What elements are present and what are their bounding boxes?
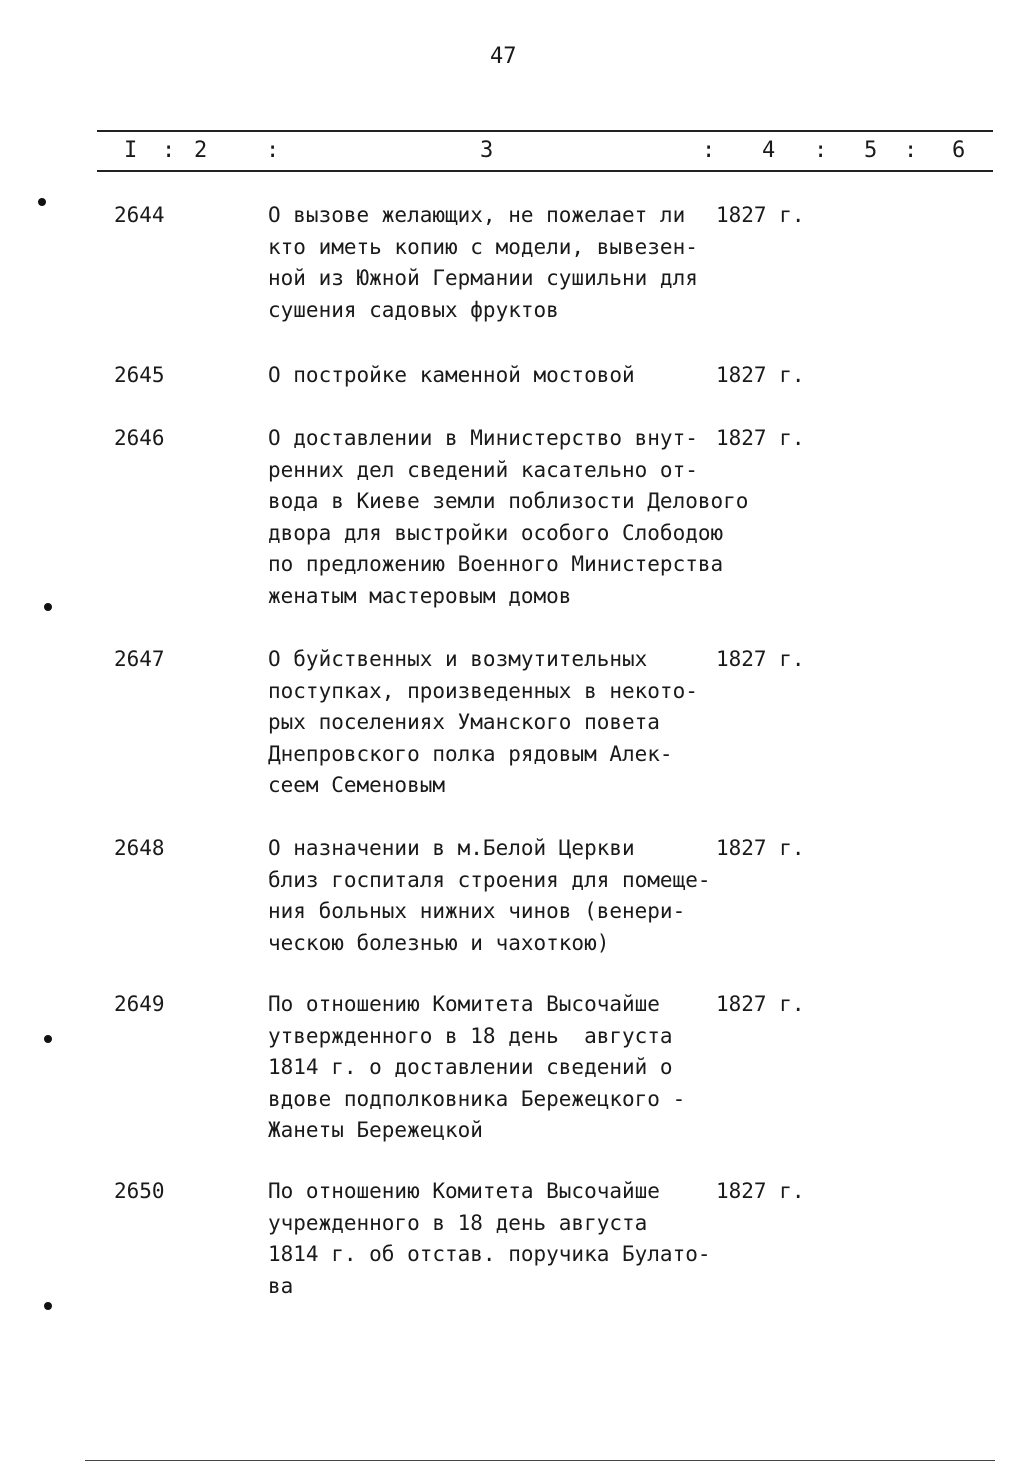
punch-hole-icon [38, 198, 46, 206]
entry-description: О доставлении в Министерство внут- ренних дел сведений касательно от- вода в Киеве земли поблизости Делового двора для выстройки особого Слободою по предложению Военного Министерства женатым мастеровым домов [268, 426, 749, 608]
header-col-3: 3 [480, 138, 494, 163]
entry-number: 2645 [114, 363, 165, 387]
page-number: 47 [490, 44, 517, 69]
header-separator: : [266, 138, 280, 163]
header-separator: : [702, 138, 716, 163]
entry-description: По отношению Комитета Высочайше учрежденного в 18 день августа 1814 г. об отстав. поручика Булато- ва [268, 1179, 711, 1298]
header-col-2: 2 [194, 138, 208, 163]
header-separator: : [814, 138, 828, 163]
entry-date: 1827 г. [716, 647, 805, 671]
entry-date: 1827 г. [716, 992, 805, 1016]
entry-number: 2650 [114, 1179, 165, 1203]
entry-description: О назначении в м.Белой Церкви близ госпиталя строения для помеще- ния больных нижних чинов (венери- ческою болезнью и чахоткою) [268, 836, 711, 955]
header-col-1: I [124, 138, 138, 163]
header-col-6: 6 [952, 138, 966, 163]
entry-number: 2647 [114, 647, 165, 671]
entry-date: 1827 г. [716, 1179, 805, 1203]
punch-hole-icon [44, 603, 52, 611]
page-bottom-rule [85, 1460, 995, 1461]
entry-description: О буйственных и возмутительных поступках, произведенных в некото- рых поселениях Уманского повета Днепровского полка рядовым Алек- сеем Семеновым [268, 647, 698, 797]
entry-date: 1827 г. [716, 836, 805, 860]
entry-date: 1827 г. [716, 426, 805, 450]
header-col-4: 4 [762, 138, 776, 163]
entry-number: 2648 [114, 836, 165, 860]
entry-number: 2649 [114, 992, 165, 1016]
header-separator: : [162, 138, 176, 163]
header-separator: : [904, 138, 918, 163]
entry-description: По отношению Комитета Высочайше утвержденного в 18 день августа 1814 г. о доставлении сведений о вдове подполковника Бережецкого - Жанеты Бережецкой [268, 992, 686, 1142]
entry-number: 2644 [114, 203, 165, 227]
entry-description: О постройке каменной мостовой [268, 363, 635, 387]
table-top-rule [97, 130, 993, 132]
punch-hole-icon [44, 1035, 52, 1043]
punch-hole-icon [44, 1302, 52, 1310]
header-col-5: 5 [864, 138, 878, 163]
entry-date: 1827 г. [716, 203, 805, 227]
entry-description: О вызове желающих, не пожелает ли кто иметь копию с модели, вывезен- ной из Южной Германии сушильни для сушения садовых фруктов [268, 203, 698, 322]
entry-date: 1827 г. [716, 363, 805, 387]
entry-number: 2646 [114, 426, 165, 450]
table-header-rule [97, 170, 993, 172]
